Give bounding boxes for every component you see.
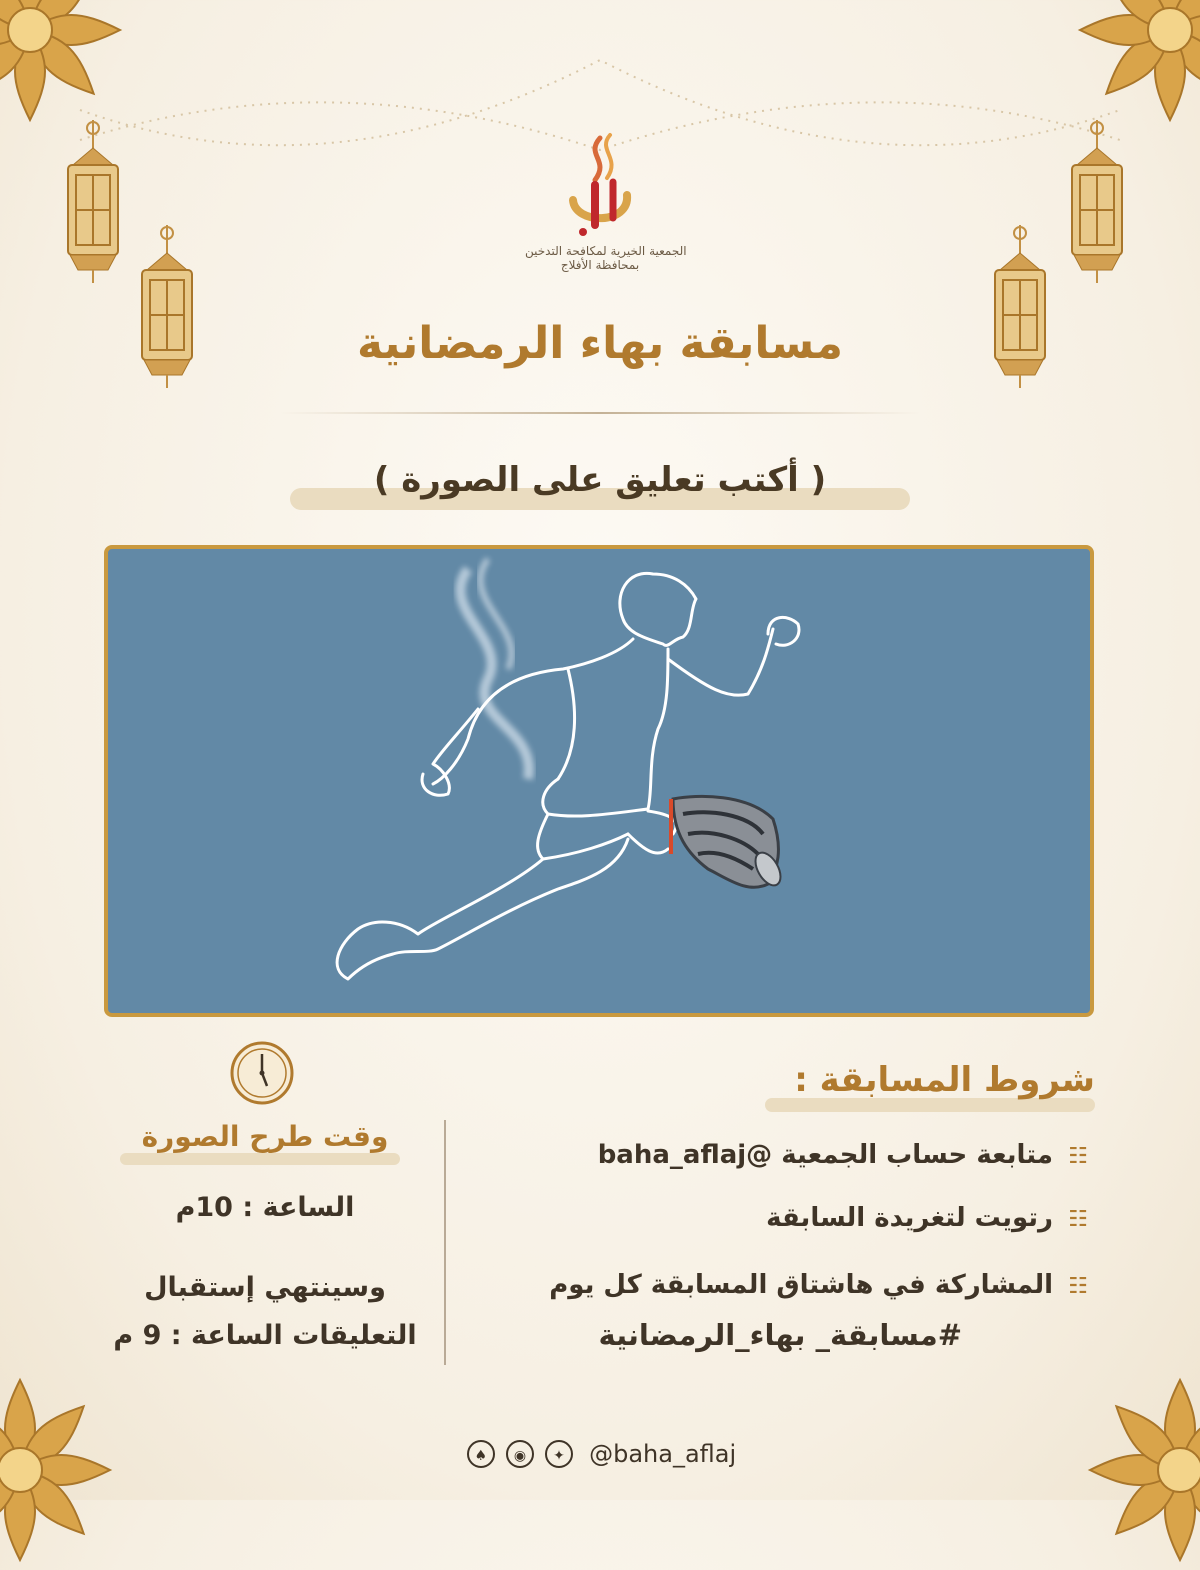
post-time-value: الساعة : 10م: [175, 1192, 355, 1223]
end-time-line2: التعليقات الساعة : 9 م: [113, 1320, 417, 1351]
organization-logo: [525, 130, 687, 272]
rule-item-label: متابعة حساب الجمعية @baha_aflaj: [597, 1140, 1053, 1170]
rule-item-label: رتويت لتغريدة السابقة: [766, 1203, 1053, 1233]
post-time-heading: وقت طرح الصورة: [141, 1120, 389, 1153]
hashtag: #مسابقة_ بهاء_الرمضانية: [598, 1318, 962, 1352]
time-heading-highlight: [120, 1153, 400, 1165]
flame-logo-icon: [555, 130, 645, 240]
footer: [0, 1440, 1200, 1468]
rules-heading-highlight: [765, 1098, 1095, 1112]
org-name-line1: الجمعية الخيرية لمكافحة التدخين: [525, 244, 687, 258]
lantern-bullet-icon: ☷: [1068, 1144, 1088, 1169]
instagram-icon[interactable]: ◉: [506, 1440, 534, 1468]
rule-item: [598, 1140, 1095, 1170]
snapchat-icon[interactable]: ♠: [467, 1440, 495, 1468]
lantern-icon: [58, 120, 128, 285]
rule-item: [549, 1270, 1095, 1300]
cigarette-leg-icon: [671, 796, 786, 889]
clock-icon: [229, 1040, 295, 1110]
lantern-bullet-icon: ☷: [1068, 1207, 1088, 1232]
page-title: مسابقة بهاء الرمضانية: [357, 318, 843, 369]
rule-item: [766, 1203, 1095, 1233]
corner-flower-bottom-left: [0, 1370, 120, 1570]
title-divider: [280, 412, 920, 414]
lantern-bullet-icon: ☷: [1068, 1274, 1088, 1299]
running-man-illustration: [108, 549, 1090, 1013]
twitter-icon[interactable]: ✦: [545, 1440, 573, 1468]
end-time-line1: وسينتهي إستقبال: [144, 1272, 386, 1303]
column-divider: [444, 1120, 446, 1365]
rules-heading: شروط المسابقة :: [794, 1060, 1095, 1100]
subtitle: ( أكتب تعليق على الصورة ): [373, 460, 827, 500]
lantern-icon: [1062, 120, 1132, 285]
contest-photo: [104, 545, 1094, 1017]
social-handle[interactable]: @baha_aflaj: [589, 1440, 737, 1468]
rule-item-label: المشاركة في هاشتاق المسابقة كل يوم: [549, 1270, 1053, 1300]
corner-flower-bottom-right: [1080, 1370, 1200, 1570]
org-name-line2: بمحافظة الأفلاج: [560, 258, 640, 272]
